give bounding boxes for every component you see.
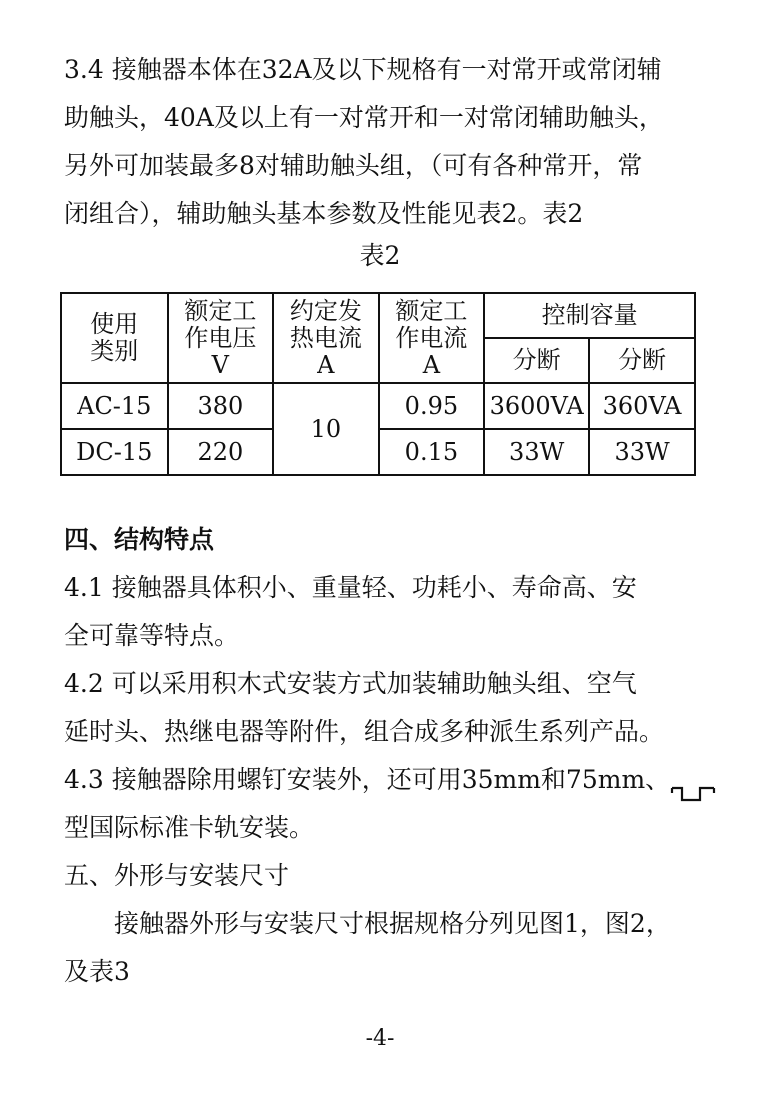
section-4-3-text: 4.3 接触器除用螺钉安装外，还可用35mm和75mm、 [64,765,671,794]
header-rated-current: 额定工 作电流 A [379,293,485,383]
section-5-heading: 五、外形与安装尺寸 [64,861,290,890]
cell-capacity-2: 33W [589,429,695,475]
cell-thermal-current: 10 [273,383,378,475]
table-row [61,429,695,475]
section-5-line-2: 及表3 [64,957,130,986]
section-4-line-2: 全可靠等特点。 [64,621,240,650]
section-4-line-4: 延时头、热继电器等附件，组合成多种派生系列产品。 [64,717,665,746]
header-control-capacity: 控制容量 [484,293,695,338]
section-3-4-line-4: 闭组合），辅助触头基本参数及性能见表2。表2 [64,199,584,228]
section-4-line-1: 4.1 接触器具体积小、重量轻、功耗小、寿命高、安 [64,573,637,602]
cell-current: 0.95 [379,383,485,429]
cell-capacity-1: 33W [484,429,589,475]
table-row [61,383,695,429]
table-header-row [61,293,695,338]
header-category: 使用 类别 [61,293,168,383]
cell-category: AC-15 [61,383,168,429]
cell-voltage: 380 [168,383,274,429]
cell-capacity-1: 3600VA [484,383,589,429]
section-4-3-line-2: 型国际标准卡轨安装。 [64,813,315,842]
cell-current: 0.15 [379,429,485,475]
section-3-4-line-3: 另外可加装最多8对辅助触头组，（可有各种常开，常 [64,151,643,180]
page-number: -4- [365,1026,395,1051]
cell-capacity-2: 360VA [589,383,695,429]
header-rated-voltage: 额定工 作电压 V [168,293,274,383]
section-5-line-1: 接触器外形与安装尺寸根据规格分列见图1，图2， [114,909,671,938]
section-3-4-line-2: 助触头，40A及以上有一对常开和一对常闭辅助触头， [64,103,664,132]
section-4-line-3: 4.2 可以采用积木式安装方式加装辅助触头组、空气 [64,669,637,698]
subheader-breaking-2: 分断 [589,338,695,383]
subheader-breaking-1: 分断 [484,338,589,383]
din-rail-profile-icon [670,772,716,792]
table-caption: 表2 [359,241,401,270]
cell-voltage: 220 [168,429,274,475]
section-4-3-line-1 [64,756,704,804]
section-3-4-line-1: 3.4 接触器本体在32A及以下规格有一对常开或常闭辅 [64,55,662,84]
section-4-heading: 四、结构特点 [64,525,215,554]
cell-category: DC-15 [61,429,168,475]
auxiliary-contact-table [60,292,696,476]
header-thermal-current: 约定发 热电流 A [273,293,378,383]
